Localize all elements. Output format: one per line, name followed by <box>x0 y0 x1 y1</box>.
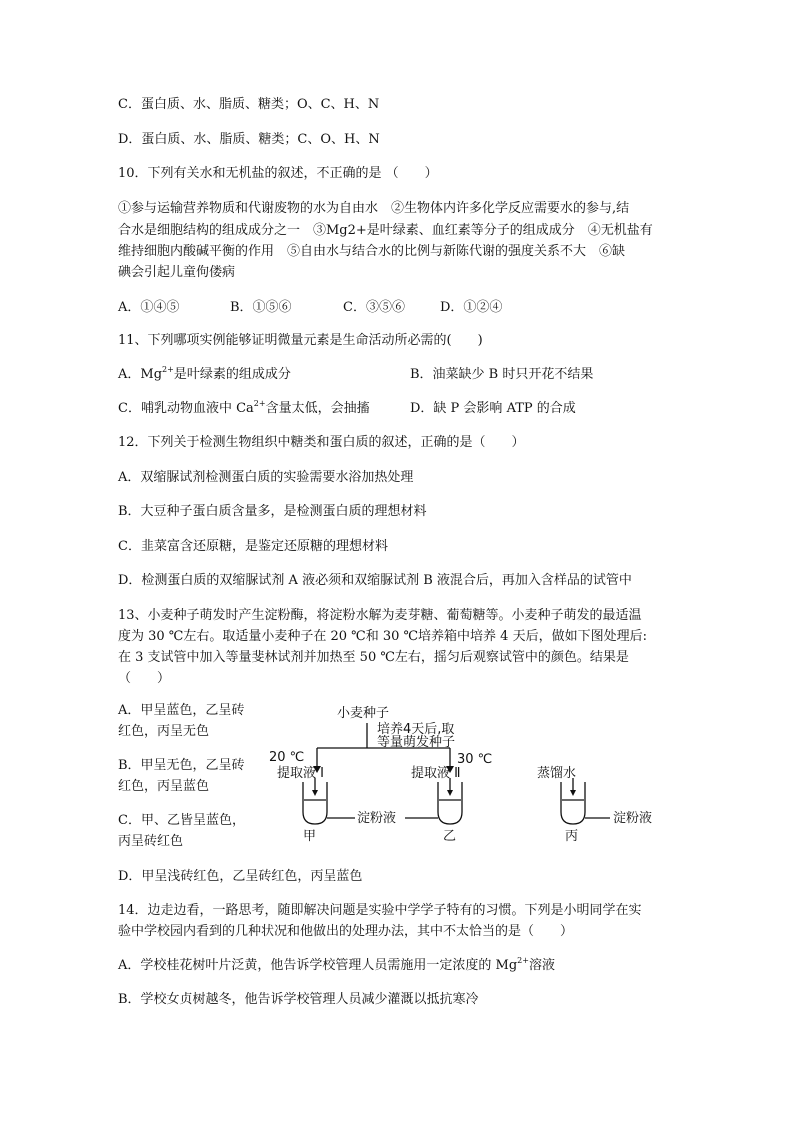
q9-option-d: D．蛋白质、水、脂质、糖类；C、O、H、N <box>118 132 380 147</box>
q14-option-a: A．学校桂花树叶片泛黄，他告诉学校管理人员需施用一定浓度的 $Mg^{2+}$溶液 <box>118 956 555 973</box>
q13-stem-line-1: 13、小麦种子萌发时产生淀粉酶，将淀粉水解为麦芽糖、葡萄糖等。小麦种子萌发的最适温 <box>118 608 642 623</box>
q10-body-line-4: 碘会引起儿童佝偻病 <box>118 265 236 280</box>
q13-option-d: D．甲呈浅砖红色，乙呈砖红色，丙呈蓝色 <box>118 869 363 884</box>
q11-option-a: A．$Mg^{2+}$是叶绿素的组成成分 <box>118 365 291 382</box>
q9-option-c: C．蛋白质、水、脂质、糖类；O、C、H、N <box>118 97 380 112</box>
diagram-tube-3-label: 丙 <box>565 829 579 844</box>
q13-option-b-line-2: 红色，丙呈蓝色 <box>118 779 210 794</box>
q13-stem-line-4: （ ） <box>118 671 171 686</box>
diagram-starch-1: 淀粉液 <box>357 811 397 826</box>
q10-body-line-1: ①参与运输营养物质和代谢废物的水为自由水 ②生物体内许多化学反应需要水的参与,结 <box>118 201 630 216</box>
q13-option-b-line-1: B．甲呈无色，乙呈砖 <box>118 758 245 773</box>
diagram-starch-2: 淀粉液 <box>613 811 653 826</box>
q10-body-line-3: 维持细胞内酸碱平衡的作用 ⑤自由水与结合水的比例与新陈代谢的强度关系不大 ⑥缺 <box>118 244 626 259</box>
diagram-seed-label: 小麦种子 <box>337 706 390 721</box>
q12-stem: 12．下列关于检测生物组织中糖类和蛋白质的叙述，正确的是（ ） <box>118 435 525 450</box>
q10-body-line-2: 合水是细胞结构的组成成分之一 ③Mg2+是叶绿素、血红素等分子的组成成分 ④无机盐有 <box>118 223 653 238</box>
q13-option-c-line-2: 丙呈砖红色 <box>118 834 184 849</box>
diagram-extract-1: 提取液 Ⅰ <box>277 766 324 781</box>
diagram-water: 蒸馏水 <box>537 766 577 781</box>
diagram-note-line-1: 培养4天后,取 <box>377 722 455 737</box>
q11-option-d: D．缺 P 会影响 ATP 的合成 <box>410 401 576 416</box>
diagram-temp-20: 20 ℃ <box>269 750 305 765</box>
q14-stem-line-1: 14．边走边看，一路思考，随即解决问题是实验中学学子特有的习惯。下列是小明同学在实 <box>118 903 642 918</box>
q10-option-d: D．①②④ <box>440 300 503 315</box>
q14-stem-line-2: 验中学校园内看到的几种状况和他做出的处理办法，其中不太恰当的是（ ） <box>118 924 574 939</box>
q11-stem: 11、下列哪项实例能够证明微量元素是生命活动所必需的( ) <box>118 333 483 348</box>
diagram-extract-2: 提取液 Ⅱ <box>411 766 461 781</box>
q13-stem-line-3: 在 3 支试管中加入等量斐林试剂并加热至 50 ℃左右，摇匀后观察试管中的颜色。结果是 <box>118 650 629 665</box>
q12-option-d: D．检测蛋白质的双缩脲试剂 A 液必须和双缩脲试剂 B 液混合后，再加入含样品的试管中 <box>118 573 632 588</box>
diagram-temp-30: 30 ℃ <box>457 752 493 767</box>
q13-option-a-line-2: 红色，丙呈无色 <box>118 724 210 739</box>
q12-option-c: C．韭菜富含还原糖，是鉴定还原糖的理想材料 <box>118 539 388 554</box>
q12-option-a: A．双缩脲试剂检测蛋白质的实验需要水浴加热处理 <box>118 470 414 485</box>
experiment-diagram <box>265 700 685 845</box>
q10-option-b: B．①⑤⑥ <box>230 300 292 315</box>
q10-stem: 10．下列有关水和无机盐的叙述，不正确的是 （ ） <box>118 166 438 181</box>
q14-option-b: B．学校女贞树越冬，他告诉学校管理人员减少灌溉以抵抗寒冷 <box>118 992 479 1007</box>
q13-stem-line-2: 度为 30 ℃左右。取适量小麦种子在 20 ℃和 30 ℃培养箱中培养 4 天后，做如下图处理后: <box>118 629 647 644</box>
q12-option-b: B．大豆种子蛋白质含量多，是检测蛋白质的理想材料 <box>118 504 427 519</box>
q10-option-c: C．③⑤⑥ <box>343 300 405 315</box>
q13-option-a-line-1: A．甲呈蓝色，乙呈砖 <box>118 703 245 718</box>
diagram-note-line-2: 等量萌发种子 <box>377 735 456 750</box>
q11-option-b: B．油菜缺少 B 时只开花不结果 <box>410 367 594 382</box>
diagram-tube-1-label: 甲 <box>303 829 317 844</box>
q11-option-c: C．哺乳动物血液中 $Ca^{2+}$含量太低，会抽搐 <box>118 399 370 416</box>
q10-option-a: A．①④⑤ <box>118 300 180 315</box>
q13-option-c-line-1: C．甲、乙皆呈蓝色， <box>118 813 245 828</box>
diagram-tube-2-label: 乙 <box>443 829 457 844</box>
